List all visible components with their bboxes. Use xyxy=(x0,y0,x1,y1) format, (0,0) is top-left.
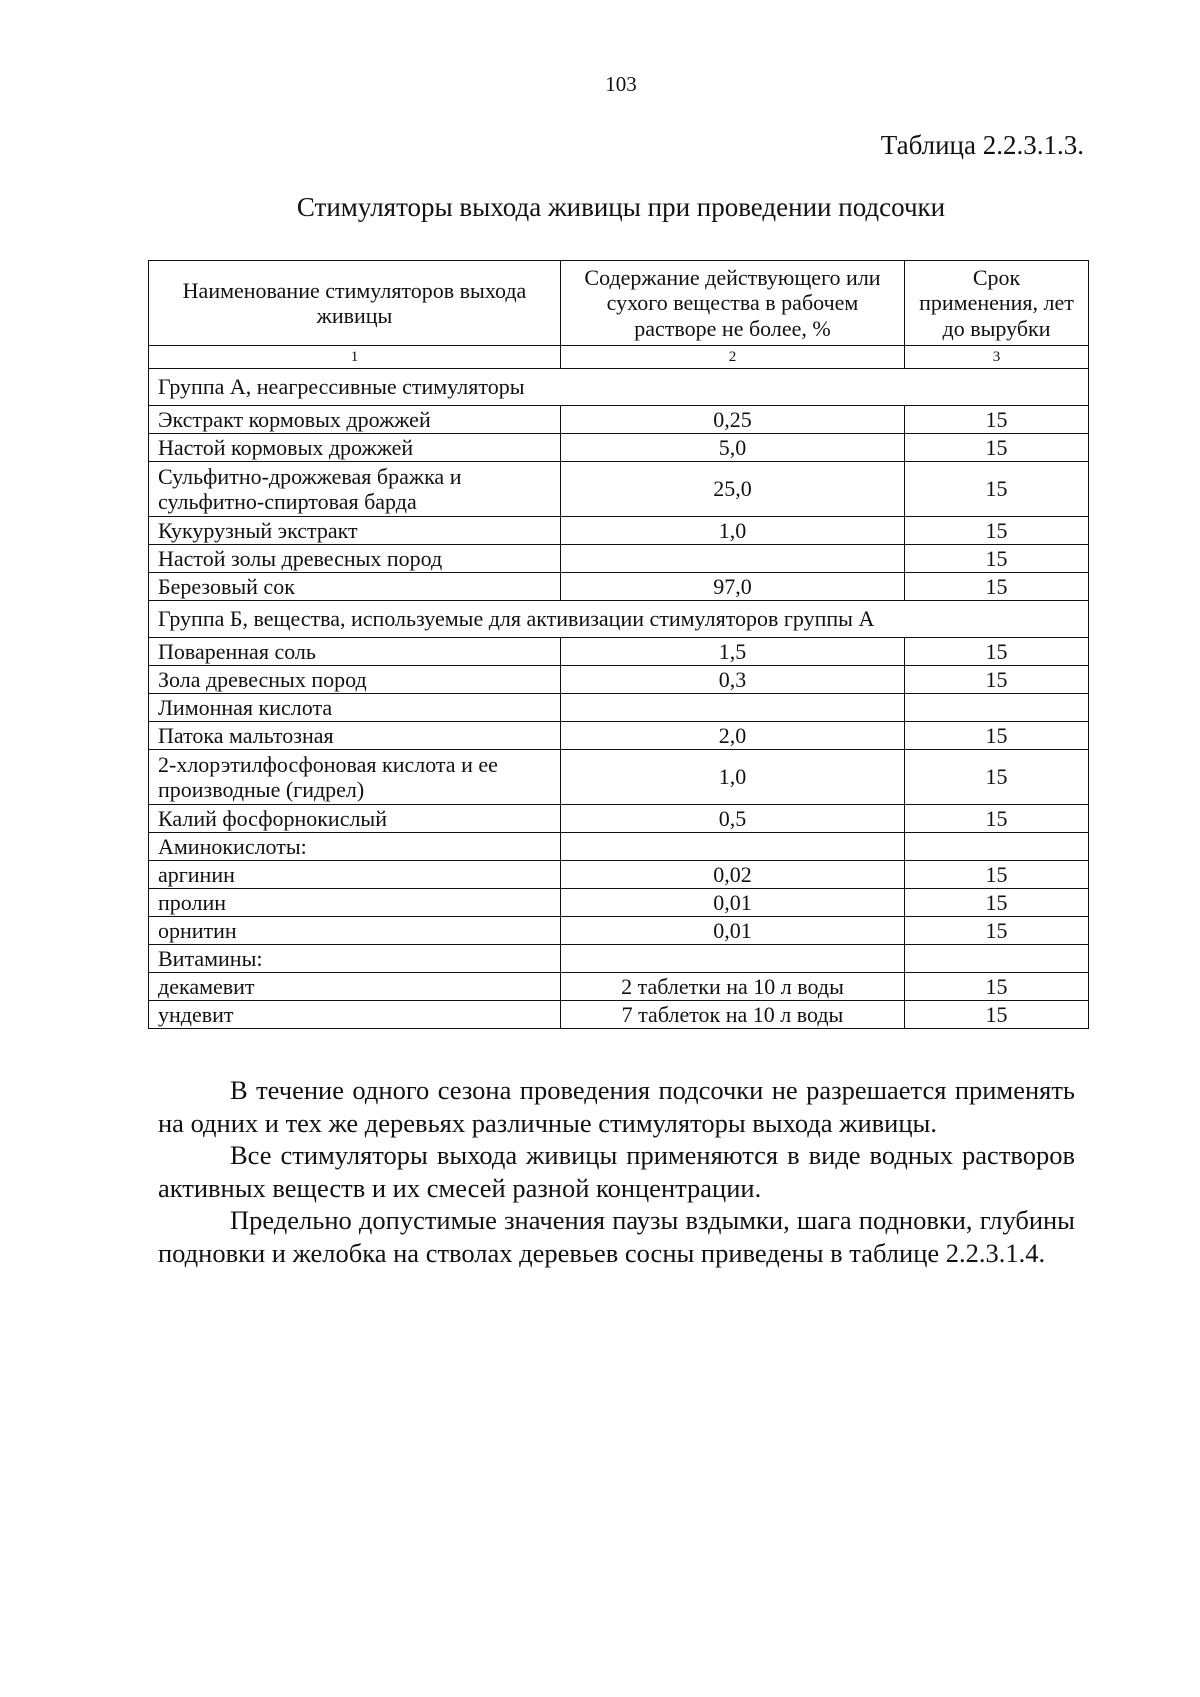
stimulator-name-cell: Витамины: xyxy=(149,945,561,973)
stimulator-name-cell: пролин xyxy=(149,889,561,917)
table-row xyxy=(149,722,1089,750)
content-cell: 2,0 xyxy=(561,722,905,750)
column-number-row xyxy=(149,346,1089,369)
stimulator-name-cell: Лимонная кислота xyxy=(149,694,561,722)
content-cell: 5,0 xyxy=(561,434,905,462)
stimulator-name-cell: Экстракт кормовых дрожжей xyxy=(149,406,561,434)
stimulator-name-cell: декамевит xyxy=(149,973,561,1001)
content-cell: 0,3 xyxy=(561,666,905,694)
content-cell: 1,0 xyxy=(561,750,905,805)
term-cell: 15 xyxy=(905,545,1089,573)
table-row xyxy=(149,638,1089,666)
stimulator-name-cell: аргинин xyxy=(149,861,561,889)
table-row xyxy=(149,917,1089,945)
content-cell: 0,02 xyxy=(561,861,905,889)
content-cell xyxy=(561,945,905,973)
table-row xyxy=(149,666,1089,694)
term-cell: 15 xyxy=(905,517,1089,545)
paragraph: В течение одного сезона проведения подсочки не разрешается применять на одних и тех же деревьях различные стимуляторы выхода живицы. xyxy=(158,1075,1075,1138)
body-text xyxy=(158,1074,1075,1269)
stimulator-name-cell: Калий фосфорнокислый xyxy=(149,805,561,833)
table-header-row xyxy=(149,261,1089,346)
table-row xyxy=(149,833,1089,861)
term-cell: 15 xyxy=(905,889,1089,917)
content-cell: 0,25 xyxy=(561,406,905,434)
table-label: Таблица 2.2.3.1.3. xyxy=(880,130,1084,160)
table-row xyxy=(149,462,1089,517)
stimulator-name-cell: Сульфитно-дрожжевая бражка и сульфитно-спиртовая барда xyxy=(149,462,561,517)
paragraph: Предельно допустимые значения паузы вздымки, шага подновки, глубины подновки и желобка на стволах деревьев сосны приведены в таблице 2.2.3.1.4. xyxy=(158,1205,1075,1268)
table-title: Стимуляторы выхода живицы при проведении подсочки xyxy=(296,192,946,222)
group-row xyxy=(149,369,1089,406)
term-cell: 15 xyxy=(905,750,1089,805)
group-title: Группа Б, вещества, используемые для активизации стимуляторов группы А xyxy=(149,601,1089,638)
content-cell: 0,01 xyxy=(561,917,905,945)
content-cell xyxy=(561,833,905,861)
term-cell: 15 xyxy=(905,722,1089,750)
stimulator-name-cell: Настой кормовых дрожжей xyxy=(149,434,561,462)
content-cell: 97,0 xyxy=(561,573,905,601)
content-cell xyxy=(561,694,905,722)
header-term: Срок применения, лет до вырубки xyxy=(905,261,1089,346)
group-title: Группа А, неагрессивные стимуляторы xyxy=(149,369,1089,406)
stimulator-name-cell: Березовый сок xyxy=(149,573,561,601)
stimulator-name-cell: ундевит xyxy=(149,1001,561,1029)
term-cell: 15 xyxy=(905,973,1089,1001)
table-row xyxy=(149,750,1089,805)
content-cell: 25,0 xyxy=(561,462,905,517)
stimulators-table xyxy=(148,260,1089,1029)
column-number: 1 xyxy=(149,346,561,369)
term-cell: 15 xyxy=(905,1001,1089,1029)
content-cell: 1,5 xyxy=(561,638,905,666)
group-row xyxy=(149,601,1089,638)
header-content: Содержание действующего или сухого вещества в рабочем растворе не более, % xyxy=(561,261,905,346)
term-cell xyxy=(905,694,1089,722)
term-cell: 15 xyxy=(905,805,1089,833)
stimulator-name-cell: Зола древесных пород xyxy=(149,666,561,694)
content-cell: 2 таблетки на 10 л воды xyxy=(561,973,905,1001)
term-cell: 15 xyxy=(905,573,1089,601)
paragraph: Все стимуляторы выхода живицы применяются в виде водных растворов активных веществ и их смесей разной концентрации. xyxy=(158,1140,1075,1203)
term-cell xyxy=(905,833,1089,861)
table-row xyxy=(149,805,1089,833)
term-cell xyxy=(905,945,1089,973)
column-number: 3 xyxy=(905,346,1089,369)
content-cell: 7 таблеток на 10 л воды xyxy=(561,1001,905,1029)
stimulator-name-cell: Поваренная соль xyxy=(149,638,561,666)
table-row xyxy=(149,945,1089,973)
stimulator-name-cell: 2-хлорэтилфосфоновая кислота и ее производные (гидрел) xyxy=(149,750,561,805)
term-cell: 15 xyxy=(905,666,1089,694)
term-cell: 15 xyxy=(905,917,1089,945)
content-cell xyxy=(561,545,905,573)
column-number: 2 xyxy=(561,346,905,369)
term-cell: 15 xyxy=(905,406,1089,434)
table-row xyxy=(149,517,1089,545)
content-cell: 0,5 xyxy=(561,805,905,833)
table-body xyxy=(149,369,1089,1029)
stimulator-name-cell: орнитин xyxy=(149,917,561,945)
stimulator-name-cell: Настой золы древесных пород xyxy=(149,545,561,573)
header-name: Наименование стимуляторов выхода живицы xyxy=(149,261,561,346)
table-row xyxy=(149,973,1089,1001)
term-cell: 15 xyxy=(905,434,1089,462)
content-cell: 1,0 xyxy=(561,517,905,545)
stimulator-name-cell: Кукурузный экстракт xyxy=(149,517,561,545)
term-cell: 15 xyxy=(905,861,1089,889)
table-row xyxy=(149,434,1089,462)
table-row xyxy=(149,545,1089,573)
term-cell: 15 xyxy=(905,462,1089,517)
term-cell: 15 xyxy=(905,638,1089,666)
content-cell: 0,01 xyxy=(561,889,905,917)
table-row xyxy=(149,1001,1089,1029)
table-row xyxy=(149,861,1089,889)
table-row xyxy=(149,694,1089,722)
table-row xyxy=(149,406,1089,434)
stimulator-name-cell: Патока мальтозная xyxy=(149,722,561,750)
stimulator-name-cell: Аминокислоты: xyxy=(149,833,561,861)
table-row xyxy=(149,889,1089,917)
table-row xyxy=(149,573,1089,601)
page-number: 103 xyxy=(605,72,637,96)
